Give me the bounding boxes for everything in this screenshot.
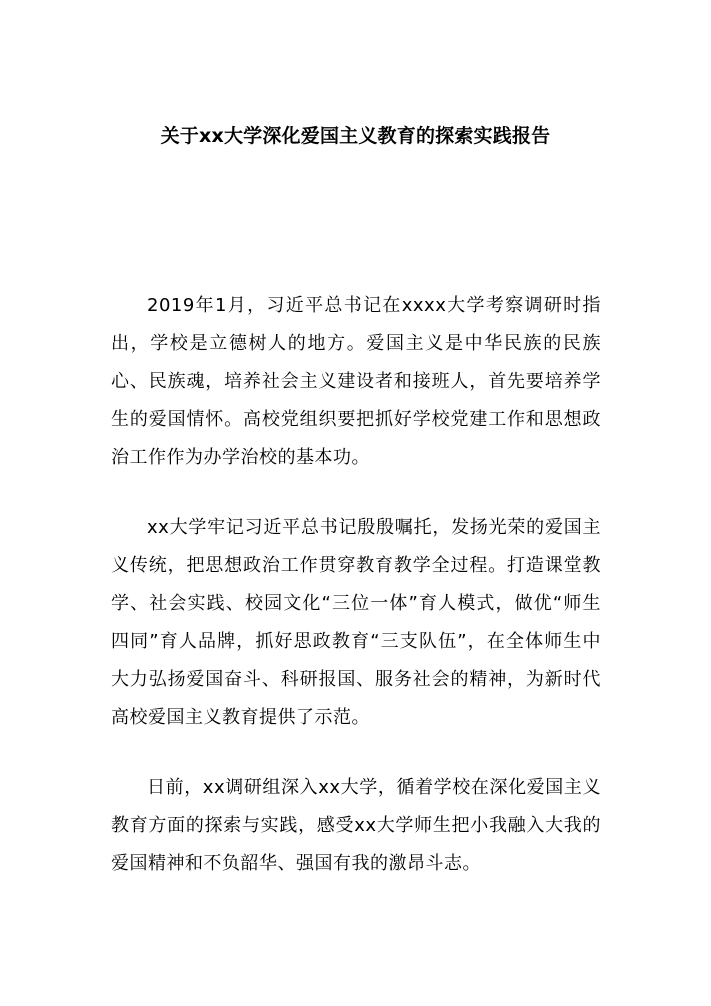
paragraph-2: xx大学牢记习近平总书记殷殷嘱托，发扬光荣的爱国主义传统，把思想政治工作贯穿教育教学全过程。打造课堂教学、社会实践、校园文化“三位一体”育人模式，做优“师生四同”育人品牌，抓好思政教育“三支队伍”，在全体师生中大力弘扬爱国奋斗、科研报国、服务社会的精神，为新时代高校爱国主义教育提供了示范。 [111, 517, 601, 728]
document-title: 关于xx大学深化爱国主义教育的探索实践报告 [160, 125, 551, 147]
paragraph-1: 2019年1月，习近平总书记在xxxx大学考察调研时指出，学校是立德树人的地方。爱国主义是中华民族的民族心、民族魂，培养社会主义建设者和接班人，首先要培养学生的爱国情怀。高校党组织要把抓好学校党建工作和思想政治工作作为办学治校的基本功。 [111, 295, 601, 468]
paragraph-3: 日前，xx调研组深入xx大学，循着学校在深化爱国主义教育方面的探索与实践，感受xx大学师生把小我融入大我的爱国精神和不负韶华、强国有我的激昂斗志。 [111, 777, 601, 874]
